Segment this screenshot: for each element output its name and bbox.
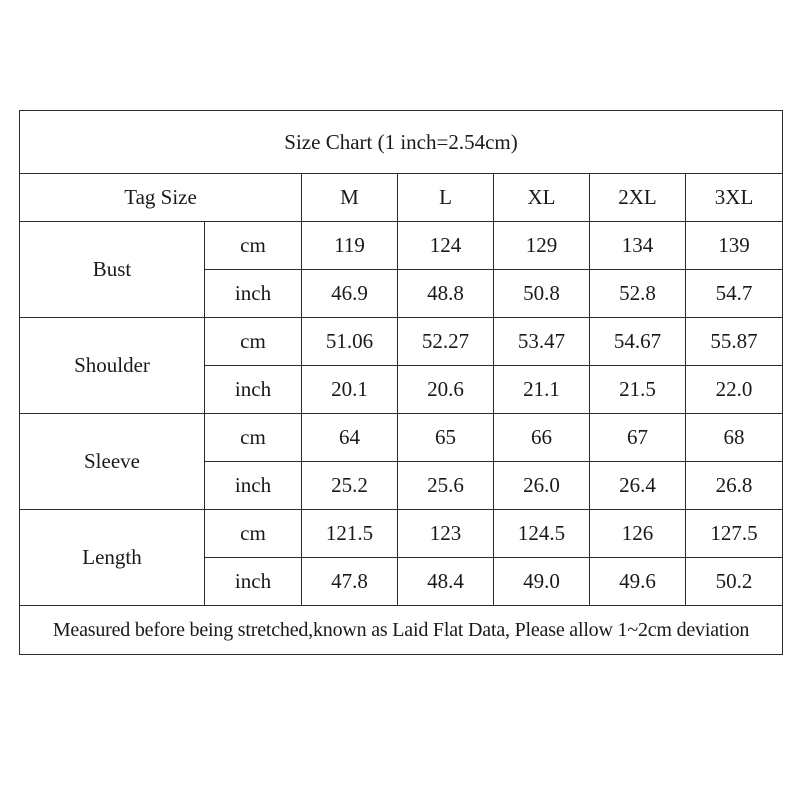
size-header-m: M [302, 174, 398, 222]
value-cell: 22.0 [686, 366, 783, 414]
measurement-name-length: Length [20, 510, 205, 606]
value-cell: 21.5 [590, 366, 686, 414]
size-header-3xl: 3XL [686, 174, 783, 222]
value-cell: 50.8 [494, 270, 590, 318]
value-cell: 25.2 [302, 462, 398, 510]
value-cell: 66 [494, 414, 590, 462]
title-row [20, 111, 783, 174]
value-cell: 47.8 [302, 558, 398, 606]
header-row [20, 174, 783, 222]
size-header-xl: XL [494, 174, 590, 222]
value-cell: 50.2 [686, 558, 783, 606]
value-cell: 64 [302, 414, 398, 462]
value-cell: 52.8 [590, 270, 686, 318]
size-header-l: L [398, 174, 494, 222]
value-cell: 124.5 [494, 510, 590, 558]
value-cell: 127.5 [686, 510, 783, 558]
value-cell: 53.47 [494, 318, 590, 366]
value-cell: 48.8 [398, 270, 494, 318]
value-cell: 67 [590, 414, 686, 462]
value-cell: 121.5 [302, 510, 398, 558]
value-cell: 119 [302, 222, 398, 270]
unit-cell: cm [205, 318, 302, 366]
value-cell: 68 [686, 414, 783, 462]
value-cell: 48.4 [398, 558, 494, 606]
value-cell: 123 [398, 510, 494, 558]
chart-title: Size Chart (1 inch=2.54cm) [20, 111, 783, 174]
value-cell: 46.9 [302, 270, 398, 318]
size-header-2xl: 2XL [590, 174, 686, 222]
unit-cell: inch [205, 270, 302, 318]
value-cell: 26.4 [590, 462, 686, 510]
tag-size-label: Tag Size [20, 174, 302, 222]
value-cell: 49.0 [494, 558, 590, 606]
unit-cell: inch [205, 558, 302, 606]
value-cell: 26.0 [494, 462, 590, 510]
value-cell: 126 [590, 510, 686, 558]
value-cell: 134 [590, 222, 686, 270]
measurement-name-shoulder: Shoulder [20, 318, 205, 414]
size-chart-container [19, 110, 782, 655]
table-row [20, 414, 783, 462]
unit-cell: cm [205, 510, 302, 558]
value-cell: 51.06 [302, 318, 398, 366]
value-cell: 54.67 [590, 318, 686, 366]
value-cell: 21.1 [494, 366, 590, 414]
unit-cell: cm [205, 414, 302, 462]
value-cell: 139 [686, 222, 783, 270]
value-cell: 49.6 [590, 558, 686, 606]
value-cell: 26.8 [686, 462, 783, 510]
value-cell: 65 [398, 414, 494, 462]
value-cell: 54.7 [686, 270, 783, 318]
table-row [20, 318, 783, 366]
size-chart-table [19, 110, 783, 655]
value-cell: 52.27 [398, 318, 494, 366]
value-cell: 55.87 [686, 318, 783, 366]
value-cell: 129 [494, 222, 590, 270]
table-row [20, 222, 783, 270]
measurement-name-bust: Bust [20, 222, 205, 318]
footer-row [20, 606, 783, 655]
value-cell: 124 [398, 222, 494, 270]
unit-cell: cm [205, 222, 302, 270]
measurement-name-sleeve: Sleeve [20, 414, 205, 510]
value-cell: 20.6 [398, 366, 494, 414]
unit-cell: inch [205, 366, 302, 414]
table-row [20, 510, 783, 558]
value-cell: 20.1 [302, 366, 398, 414]
footer-note: Measured before being stretched,known as Laid Flat Data, Please allow 1~2cm deviation [20, 606, 783, 655]
value-cell: 25.6 [398, 462, 494, 510]
unit-cell: inch [205, 462, 302, 510]
